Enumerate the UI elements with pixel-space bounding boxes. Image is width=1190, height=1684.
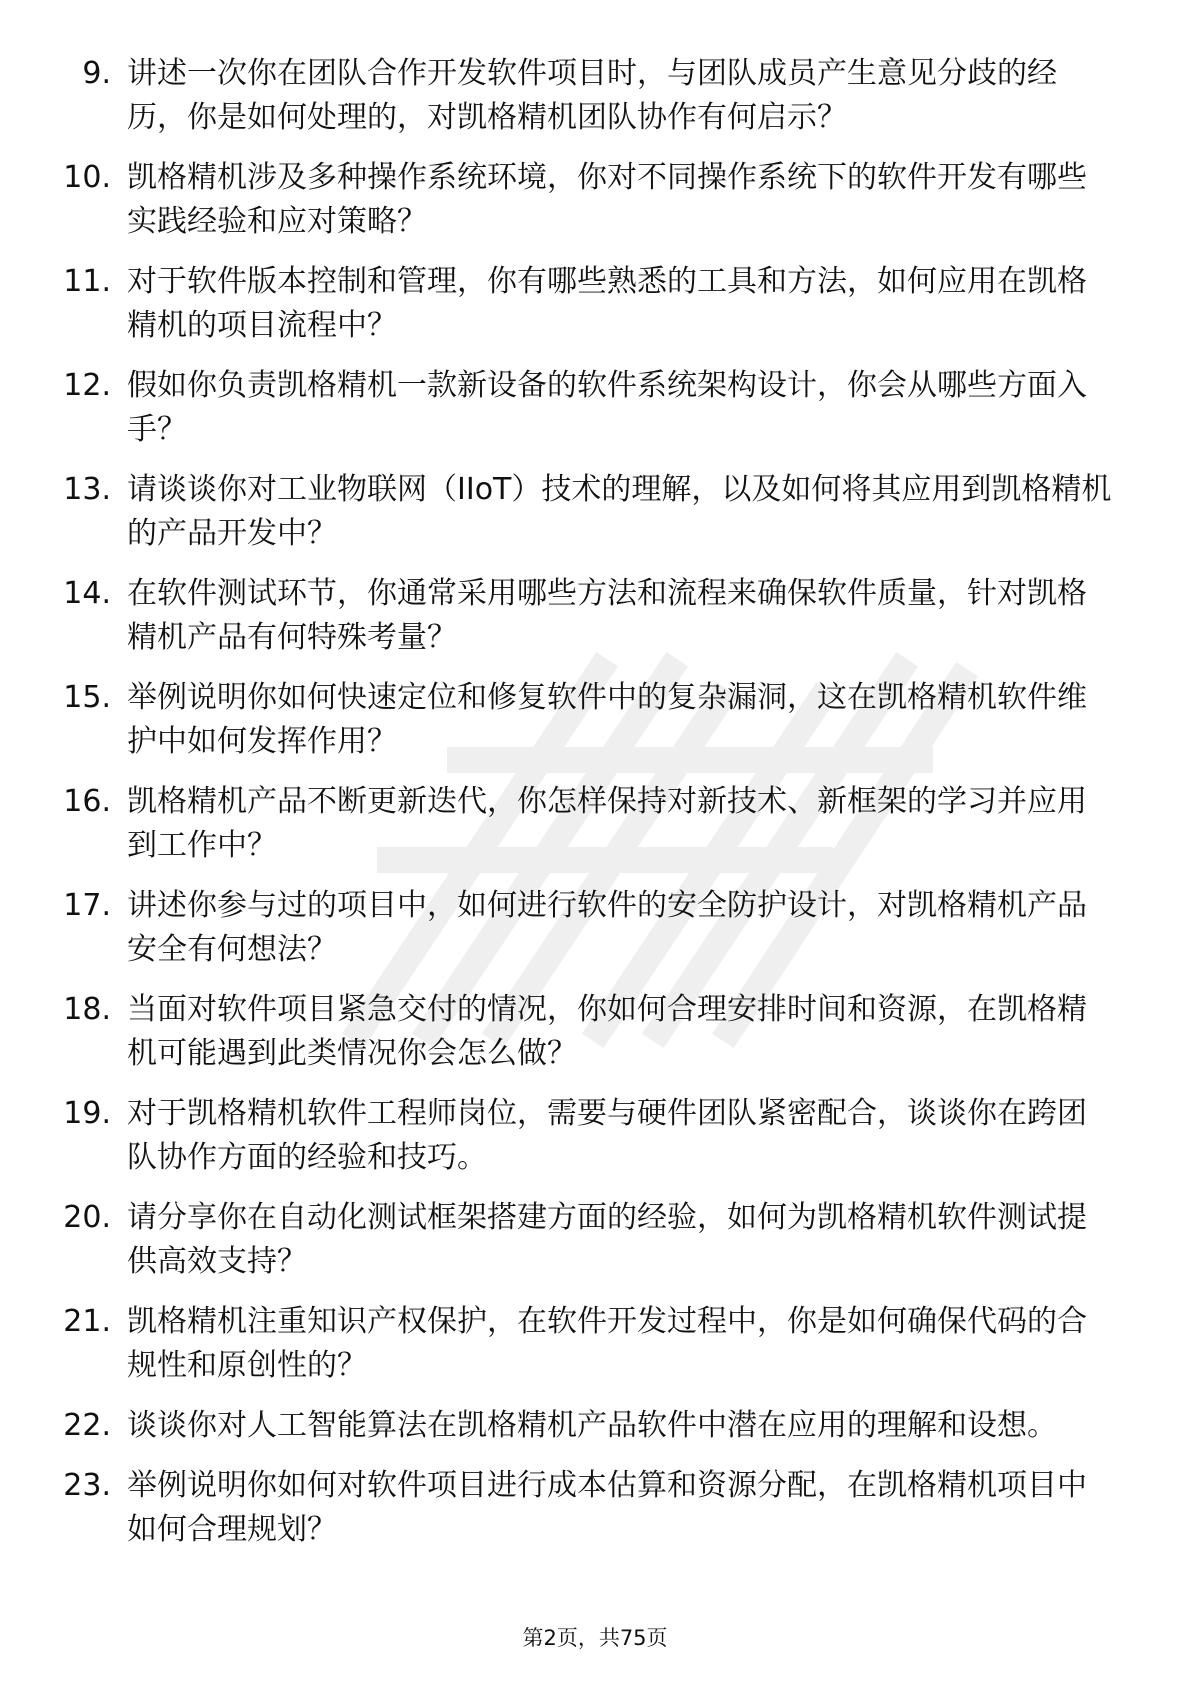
question-item [55, 468, 1115, 556]
question-number: 13. [63, 472, 111, 507]
question-item [55, 1404, 1115, 1448]
question-item [55, 260, 1115, 348]
question-text: 请分享你在自动化测试框架搭建方面的经验，如何为凯格精机软件测试提供高效支持？ [127, 1200, 1087, 1279]
question-item [55, 1300, 1115, 1388]
question-number: 17. [63, 888, 111, 923]
question-item [55, 988, 1115, 1076]
question-number: 16. [63, 784, 111, 819]
page-footer [0, 1624, 1190, 1652]
question-number: 19. [63, 1096, 111, 1131]
question-item [55, 780, 1115, 868]
question-text: 举例说明你如何快速定位和修复软件中的复杂漏洞，这在凯格精机软件维护中如何发挥作用？ [127, 680, 1087, 759]
question-item [55, 1464, 1115, 1552]
question-number: 21. [63, 1304, 111, 1339]
question-text: 举例说明你如何对软件项目进行成本估算和资源分配，在凯格精机项目中如何合理规划？ [127, 1468, 1087, 1547]
question-item [55, 156, 1115, 244]
question-item [55, 572, 1115, 660]
question-number: 23. [63, 1468, 111, 1503]
question-text: 谈谈你对人工智能算法在凯格精机产品软件中潜在应用的理解和设想。 [127, 1408, 1057, 1443]
question-number: 11. [63, 264, 111, 299]
question-number: 12. [63, 368, 111, 403]
question-number: 18. [63, 992, 111, 1027]
question-text: 凯格精机涉及多种操作系统环境，你对不同操作系统下的软件开发有哪些实践经验和应对策略？ [127, 160, 1087, 239]
question-item [55, 1092, 1115, 1180]
question-text: 请谈谈你对工业物联网（IIoT）技术的理解，以及如何将其应用到凯格精机的产品开发中？ [127, 472, 1112, 551]
question-text: 对于软件版本控制和管理，你有哪些熟悉的工具和方法，如何应用在凯格精机的项目流程中？ [127, 264, 1087, 343]
question-number: 15. [63, 680, 111, 715]
question-text: 凯格精机注重知识产权保护，在软件开发过程中，你是如何确保代码的合规性和原创性的？ [127, 1304, 1087, 1383]
question-item [55, 364, 1115, 452]
question-text: 凯格精机产品不断更新迭代，你怎样保持对新技术、新框架的学习并应用到工作中？ [127, 784, 1087, 863]
question-text: 讲述你参与过的项目中，如何进行软件的安全防护设计，对凯格精机产品安全有何想法？ [127, 888, 1087, 967]
question-text: 假如你负责凯格精机一款新设备的软件系统架构设计，你会从哪些方面入手？ [127, 368, 1087, 447]
question-number: 14. [63, 576, 111, 611]
question-item [55, 884, 1115, 972]
question-item [55, 1196, 1115, 1284]
question-number: 9. [82, 56, 111, 91]
page-number-label: 第2页，共75页 [522, 1626, 668, 1650]
question-text: 在软件测试环节，你通常采用哪些方法和流程来确保软件质量，针对凯格精机产品有何特殊考量？ [127, 576, 1087, 655]
question-number: 20. [63, 1200, 111, 1235]
question-text: 讲述一次你在团队合作开发软件项目时，与团队成员产生意见分歧的经历，你是如何处理的，对凯格精机团队协作有何启示？ [127, 56, 1057, 135]
question-item [55, 676, 1115, 764]
question-item [55, 52, 1115, 140]
question-number: 22. [63, 1408, 111, 1443]
question-number: 10. [63, 160, 111, 195]
question-list [55, 52, 1115, 1568]
question-text: 对于凯格精机软件工程师岗位，需要与硬件团队紧密配合，谈谈你在跨团队协作方面的经验和技巧。 [127, 1096, 1087, 1175]
question-text: 当面对软件项目紧急交付的情况，你如何合理安排时间和资源，在凯格精机可能遇到此类情况你会怎么做？ [127, 992, 1087, 1071]
